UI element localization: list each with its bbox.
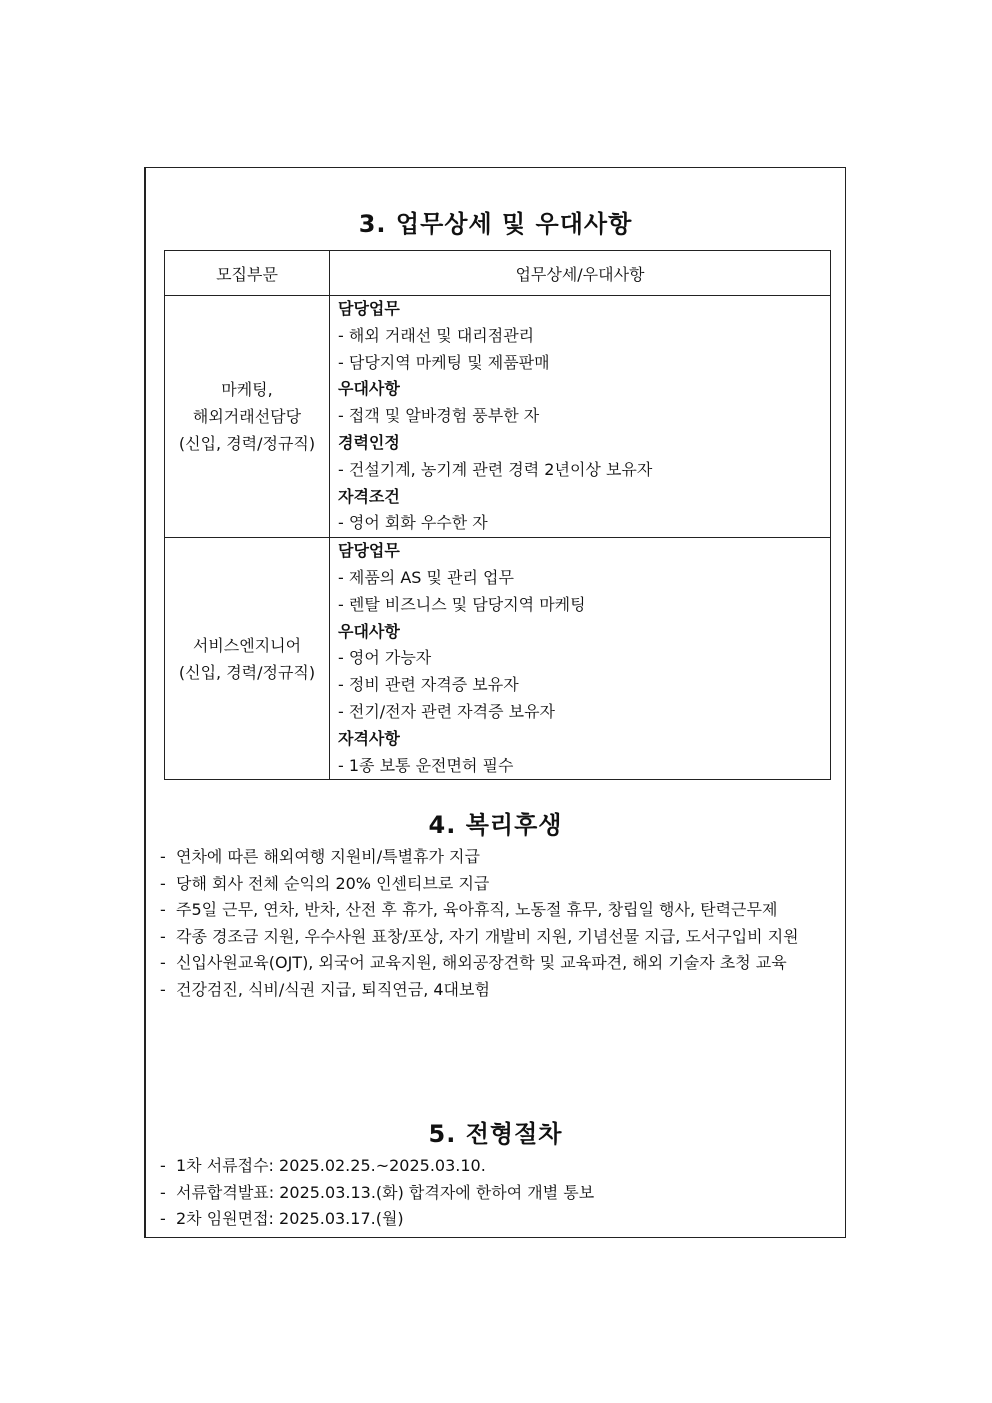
- dept-line: 서비스엔지니어: [192, 635, 302, 655]
- detail-line: - 정비 관련 자격증 보유자: [338, 675, 519, 695]
- list-item: - 각종 경조금 지원, 우수사원 표창/포상, 자기 개발비 지원, 기념선물 지급, 도서구입비 지원: [160, 926, 799, 946]
- table-row-service-engineer: [165, 538, 831, 780]
- document-frame: [144, 167, 846, 1238]
- job-details-table: [164, 250, 831, 780]
- list-item: - 연차에 따른 해외여행 지원비/특별휴가 지급: [160, 847, 480, 866]
- detail-heading: 우대사항: [338, 621, 400, 641]
- detail-line: - 영어 가능자: [338, 648, 432, 668]
- detail-line: - 접객 및 알바경험 풍부한 자: [338, 406, 540, 426]
- benefits-list: [160, 844, 840, 1003]
- dept-line: 해외거래선담당: [192, 407, 302, 427]
- table-row-marketing: [165, 296, 831, 538]
- detail-cell: [330, 296, 831, 538]
- detail-heading: 담당업무: [338, 541, 400, 561]
- process-list: [160, 1153, 840, 1233]
- dept-cell: [165, 538, 330, 780]
- detail-heading: 담당업무: [338, 299, 400, 318]
- detail-heading: 자격사항: [338, 728, 400, 748]
- list-item: - 당해 회사 전체 순익의 20% 인센티브로 지급: [160, 873, 490, 893]
- list-item: - 1차 서류접수: 2025.02.25.~2025.03.10.: [160, 1156, 486, 1175]
- list-item: - 2차 임원면접: 2025.03.17.(월): [160, 1209, 404, 1228]
- detail-heading: 경력인정: [338, 432, 400, 452]
- list-item: - 건강검진, 식비/식권 지급, 퇴직연금, 4대보험: [160, 979, 490, 999]
- detail-cell: [330, 538, 831, 780]
- header-dept: 모집부문: [165, 251, 330, 296]
- section3-title: 3. 업무상세 및 우대사항: [358, 210, 633, 238]
- section4-title: 4. 복리후생: [428, 811, 563, 839]
- detail-line: - 렌탈 비즈니스 및 담당지역 마케팅: [338, 594, 586, 614]
- detail-line: - 전기/전자 관련 자격증 보유자: [338, 701, 555, 721]
- detail-line: - 제품의 AS 및 관리 업무: [338, 567, 514, 587]
- detail-heading: 자격조건: [338, 486, 400, 506]
- detail-line: - 해외 거래선 및 대리점관리: [338, 325, 535, 345]
- dept-line: (신입, 경력/정규직): [178, 662, 316, 682]
- header-detail: 업무상세/우대사항: [330, 251, 831, 296]
- detail-heading: 우대사항: [338, 379, 400, 399]
- dept-line: (신입, 경력/정규직): [178, 434, 316, 454]
- detail-line: - 담당지역 마케팅 및 제품판매: [338, 352, 550, 372]
- section5-title: 5. 전형절차: [428, 1120, 563, 1148]
- dept-cell: [165, 296, 330, 538]
- table-header-row: [165, 251, 831, 296]
- list-item: - 신입사원교육(OJT), 외국어 교육지원, 해외공장견학 및 교육파견, 해외 기술자 초청 교육: [160, 953, 787, 972]
- list-item: - 서류합격발표: 2025.03.13.(화) 합격자에 한하여 개별 통보: [160, 1182, 595, 1202]
- list-item: - 주5일 근무, 연차, 반차, 산전 후 휴가, 육아휴직, 노동절 휴무, 창립일 행사, 탄력근무제: [160, 900, 778, 919]
- dept-line: 마케팅,: [221, 380, 273, 400]
- detail-line: - 건설기계, 농기계 관련 경력 2년이상 보유자: [338, 459, 653, 479]
- detail-line: - 1종 보통 운전면허 필수: [338, 755, 514, 775]
- detail-line: - 영어 회화 우수한 자: [338, 513, 488, 533]
